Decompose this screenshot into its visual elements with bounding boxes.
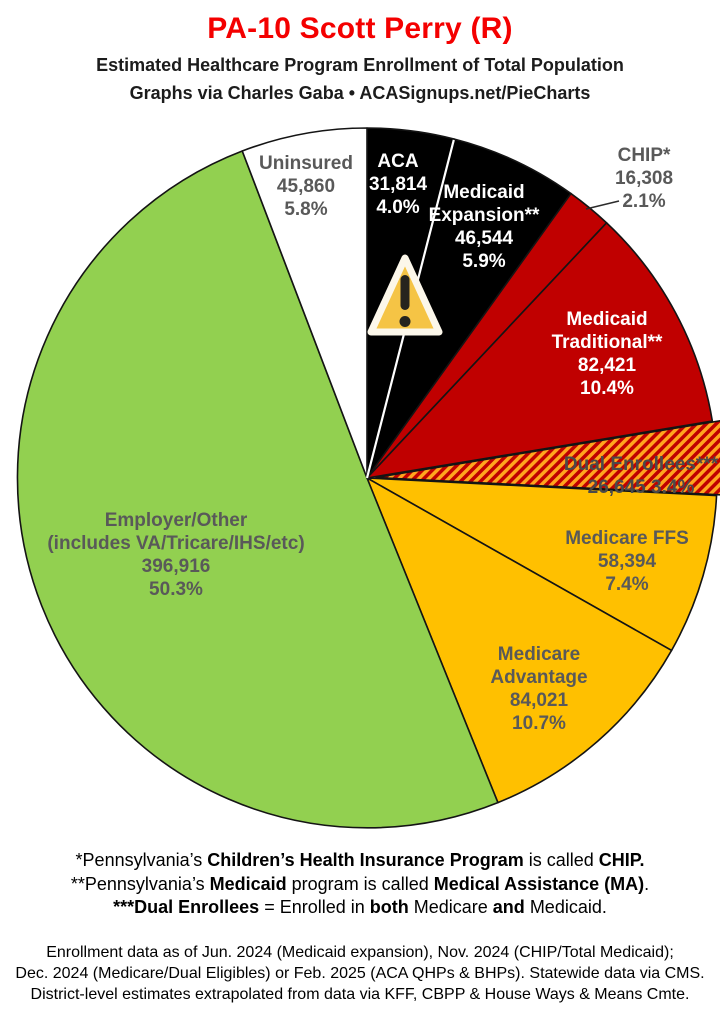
slice-value: 31,814 [368,174,428,195]
footnote-medicaid: **Pennsylvania’s Medicaid program is called Medical Assistance (MA). [70,873,650,894]
slice-name: Uninsured [259,153,353,174]
source-line: Enrollment data as of Jun. 2024 (Medicaid expansion), Nov. 2024 (CHIP/Total Medicaid); [46,944,674,961]
footnote-dual: ***Dual Enrollees = Enrolled in both Medicare and Medicaid. [113,897,607,917]
slice-name: Employer/Other [104,510,248,531]
pie-slices-group [17,128,720,828]
slice-pct: 5.8% [284,199,328,220]
slice-pct: 4.0% [376,197,420,218]
slice-name: (includes VA/Tricare/IHS/etc) [47,533,305,554]
slice-name: Medicaid [566,309,648,330]
slice-pct: 7.4% [605,574,649,595]
slice-pct: 10.4% [580,378,634,399]
slice-name: Advantage [490,667,588,688]
source-line: Dec. 2024 (Medicare/Dual Eligibles) or Feb. 2025 (ACA QHPs & BHPs). Statewide data via CMS. [15,965,705,982]
slice-pct: 5.9% [462,251,506,272]
slice-name: CHIP* [617,145,671,166]
slice-name: Medicaid [443,182,525,203]
slice-pct: 50.3% [149,579,203,600]
pie-chart [0,108,720,856]
slice-value: 84,021 [509,690,569,711]
slice-value: 82,421 [577,355,637,376]
slice-pct: 2.1% [622,191,666,212]
byline: Graphs via Charles Gaba • ACASignups.net/PieCharts [129,83,591,103]
chip-leader-line [586,201,619,209]
slice-pct: 10.7% [512,713,566,734]
header [0,12,720,104]
slice-name: Medicare FFS [565,528,689,549]
slice-name: Medicare [497,644,581,665]
slice-name: ACA [377,151,419,172]
slice-value: 46,544 [454,228,514,249]
footnote-chip: *Pennsylvania’s Children’s Health Insurance Program is called CHIP. [75,850,645,870]
pie-chart-svg [0,108,720,856]
slice-value-pct: 26,645 3.4% [587,477,695,498]
slice-value: 58,394 [597,551,657,572]
slice-value: 45,860 [276,176,336,197]
slice-name: Expansion** [428,205,540,226]
source-line: District-level estimates extrapolated from data via KFF, CBPP & House Ways & Means Cmte. [30,986,690,1003]
page-subtitle: Estimated Healthcare Program Enrollment of Total Population [96,55,624,75]
page-title: PA-10 Scott Perry (R) [207,12,513,45]
slice-value: 396,916 [141,556,211,577]
slice-name: Traditional** [551,332,663,353]
footnotes [0,849,720,920]
slice-name: Dual Enrollees*** [563,454,719,475]
slice-value: 16,308 [614,168,674,189]
source-notes [0,942,720,1005]
